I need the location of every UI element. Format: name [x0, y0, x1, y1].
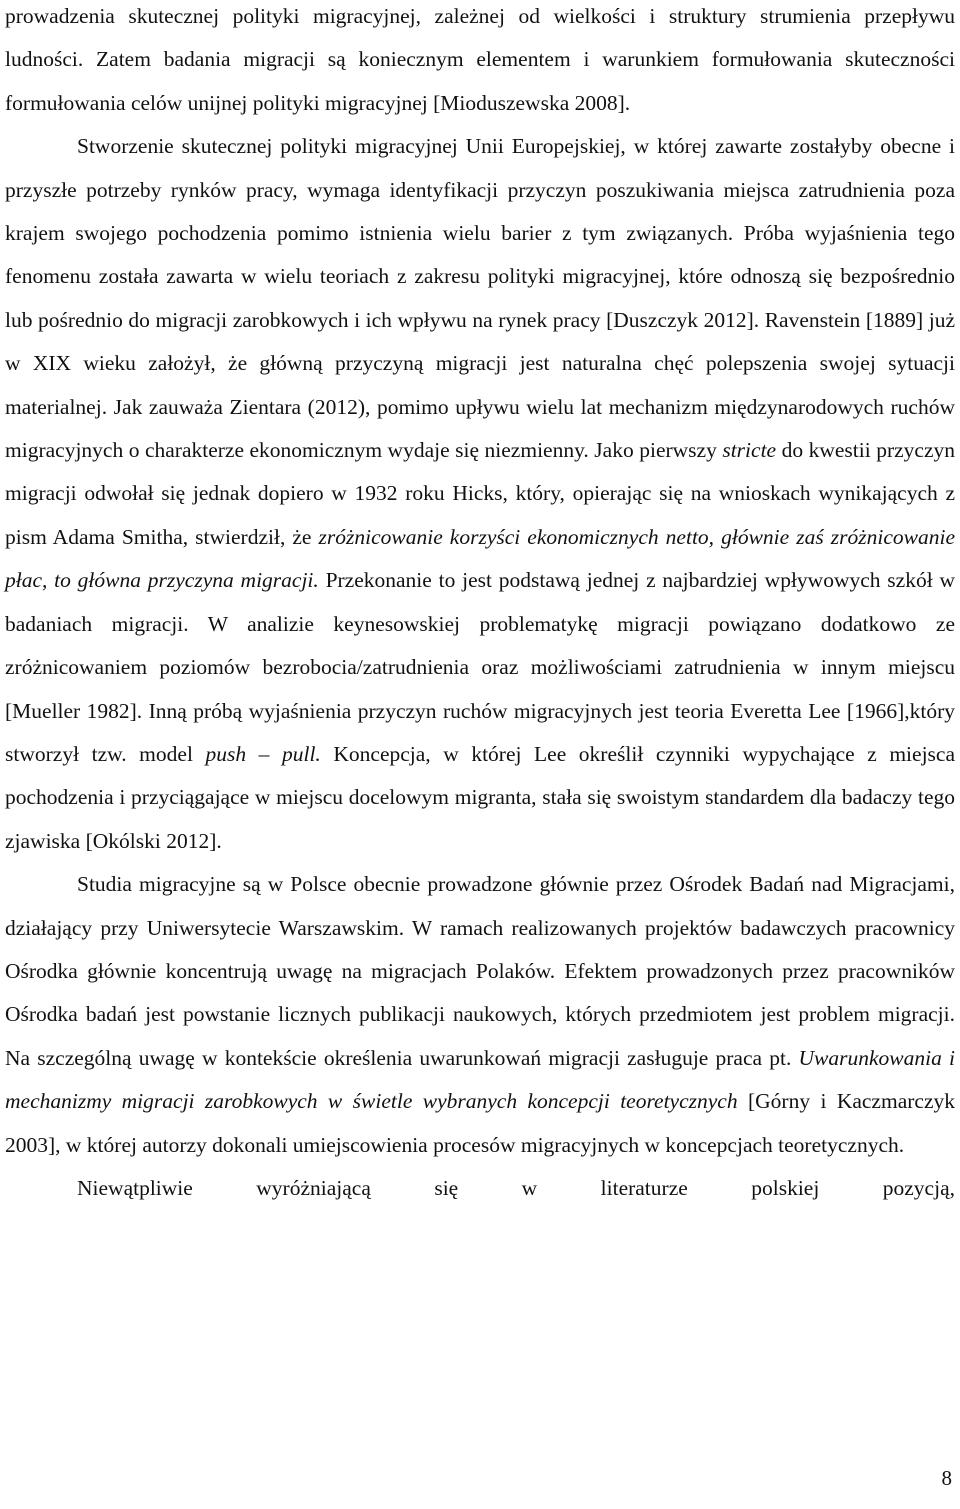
text-segment: [Górny i Kaczmarczyk 2003], w której autorzy dokonali umiejscowienia procesów migracyjnych w koncepcjach teoretycznych.: [5, 1089, 955, 1157]
document-page: [5, 0, 955, 1210]
text-segment: Przekonanie to jest podstawą jednej z najbardziej wpływowych szkół w badaniach migracji. W analizie keynesowskiej problematykę migracji powiązano dodatkowo ze zróżnicowaniem poziomów bezrobocia/zatrudnienia oraz możliwościami zatrudnienia w innym miejscu [Mueller 1982]. Inną próbą wyjaśnienia przyczyn ruchów migracyjnych jest teoria Everetta Lee [1966],który stworzył tzw. model: [5, 568, 956, 766]
text-segment: prowadzenia skutecznej polityki migracyjnej, zależnej od wielkości i struktury strumienia przepływu ludności. Zatem badania migracji są koniecznym elementem i warunkiem formułowania skuteczności formułowania celów unijnej polityki migracyjnej [Mioduszewska 2008].: [5, 4, 955, 115]
italic-quote: zróżnicowanie korzyści ekonomicznych netto, głównie zaś zróżnicowanie płac, to główna przyczyna migracji.: [5, 524, 955, 593]
paragraph-3: [5, 863, 955, 1167]
paragraph-2: [5, 125, 955, 863]
text-segment: Koncepcja, w której Lee określił czynniki wypychające z miejsca pochodzenia i przyciągające w miejscu docelowym migranta, stała się swoistym standardem dla badaczy tego zjawiska [Okólski 2012].: [5, 741, 955, 853]
paragraph-4: [5, 1167, 955, 1210]
text-segment: Stworzenie skutecznej polityki migracyjnej Unii Europejskiej, w której zawarte zostałyby obecne i przyszłe potrzeby rynków pracy, wymaga identyfikacji przyczyn poszukiwania miejsca zatrudnienia poza krajem swojego pochodzenia pomimo istnienia wielu barier z tym związanych. Próba wyjaśnienia tego fenomenu została zawarta w wielu teoriach z zakresu polityki migracyjnej, które odnoszą się bezpośrednio lub pośrednio do migracji zarobkowych i ich wpływu na rynek pracy [Duszczyk 2012]. Ravenstein [1889] już w XIX wieku założył, że główną przyczyną migracji jest naturalna chęć polepszenia swojej sytuacji materialnej. Jak zauważa Zientara (2012), pomimo upływu wielu lat mechanizm międzynarodowych ruchów migracyjnych o charakterze ekonomicznym wydaje się niezmienny. Jako pierwszy: [5, 134, 955, 463]
page-number: 8: [941, 1466, 952, 1490]
italic-title: Uwarunkowania i mechanizmy migracji zarobkowych w świetle wybranych koncepcji teoretycznych: [5, 1045, 955, 1114]
text-segment: do kwestii przyczyn migracji odwołał się jednak dopiero w 1932 roku Hicks, który, opierając się na wnioskach wynikających z pism Adama Smitha, stwierdził, że: [5, 438, 955, 549]
text-segment: Studia migracyjne są w Polsce obecnie prowadzone głównie przez Ośrodek Badań nad Migracjami, działający przy Uniwersytecie Warszawskim. W ramach realizowanych projektów badawczych pracownicy Ośrodka głównie koncentrują uwagę na migracjach Polaków. Efektem prowadzonych przez pracowników Ośrodka badań jest powstanie licznych publikacji naukowych, których przedmiotem jest problem migracji. Na szczególną uwagę w kontekście określenia uwarunkowań migracji zasługuje praca pt.: [5, 872, 955, 1070]
italic-term: push – pull.: [205, 741, 321, 766]
paragraph-1: [5, 0, 955, 125]
text-segment: Niewątpliwie wyróżniającą się w literaturze polskiej pozycją,: [77, 1175, 955, 1200]
italic-term: stricte: [722, 438, 777, 463]
